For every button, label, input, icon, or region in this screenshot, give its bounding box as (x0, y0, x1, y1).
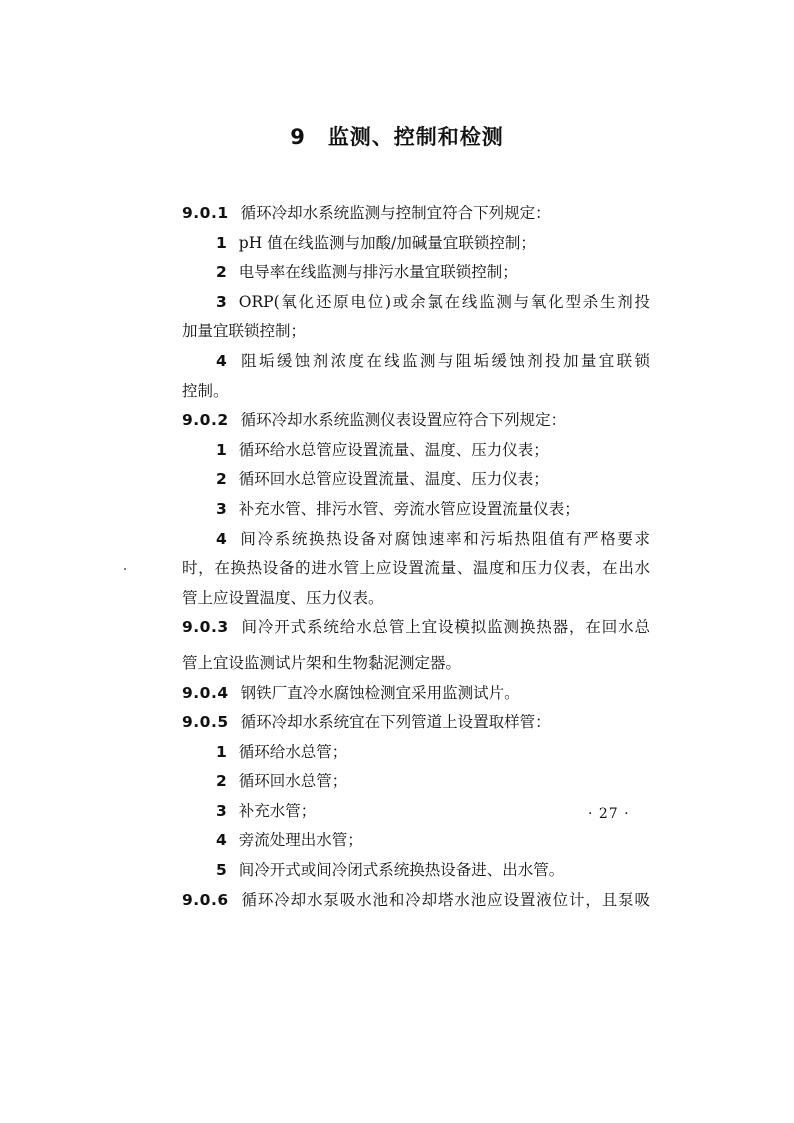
item-continuation: 时，在换热设备的进水管上应设置流量、温度和压力仪表，在出水 (182, 559, 650, 578)
item-number: 1 (216, 742, 227, 761)
clause-text: 循环冷却水系统监测与控制宜符合下列规定： (240, 204, 551, 222)
item-number: 5 (216, 861, 227, 880)
chapter-heading (0, 121, 794, 151)
item-text: 补充水管、排污水管、旁流水管应设置流量仪表； (238, 499, 580, 518)
clause-text: 循环冷却水泵吸水池和冷却塔水池应设置液位计，且泵吸 (240, 890, 650, 909)
item-text: ORP(氧化还原电位)或余氯在线监测与氧化型杀生剂投 (238, 292, 650, 311)
item-text: 阻垢缓蚀剂浓度在线监测与阻垢缓蚀剂投加量宜联锁 (238, 351, 650, 370)
item-text: 循环给水总管应设置流量、温度、压力仪表； (238, 440, 549, 459)
item-text: 循环回水总管应设置流量、温度、压力仪表； (238, 470, 549, 489)
item-text: 循环给水总管； (238, 742, 348, 761)
clause-9-0-2 (182, 406, 650, 436)
clause-text: 循环冷却水系统宜在下列管道上设置取样管： (240, 713, 551, 732)
clause-text: 间冷开式系统给水总管上宜设模拟监测换热器，在回水总 (240, 618, 650, 637)
chapter-number: 9 (290, 125, 306, 149)
item-text: pH 值在线监测与加酸/加碱量宜联锁控制； (238, 233, 536, 252)
item-number: 4 (216, 529, 227, 548)
clause-number: 9.0.3 (182, 618, 229, 637)
item-text: 间冷开式或间冷闭式系统换热设备进、出水管。 (238, 861, 565, 880)
clause-number: 9.0.4 (182, 683, 229, 702)
item-number: 4 (216, 351, 227, 370)
item-text: 循环回水总管； (238, 772, 348, 791)
clause-number: 9.0.5 (182, 713, 229, 732)
list-item (182, 229, 650, 259)
list-item (182, 465, 650, 495)
item-number: 2 (216, 470, 227, 489)
item-number: 1 (216, 440, 227, 459)
list-item (182, 826, 650, 856)
item-continuation: 加量宜联锁控制； (182, 322, 307, 341)
clause-continuation: 管上宜设监测试片架和生物黏泥测定器。 (182, 653, 462, 672)
list-item (182, 347, 650, 377)
item-text: 间冷系统换热设备对腐蚀速率和污垢热阻值有严格要求 (238, 529, 650, 548)
list-item (182, 738, 650, 768)
item-number: 3 (216, 499, 227, 518)
clause-text: 钢铁厂直冷水腐蚀检测宜采用监测试片。 (240, 683, 520, 702)
clause-number: 9.0.1 (182, 204, 229, 222)
clause-number: 9.0.6 (182, 890, 229, 909)
list-item (182, 288, 650, 318)
chapter-body (182, 199, 650, 915)
item-number: 4 (216, 831, 227, 850)
item-number: 2 (216, 263, 227, 282)
list-item (182, 767, 650, 797)
item-number: 2 (216, 772, 227, 791)
item-text: 补充水管； (238, 801, 317, 820)
clause-number: 9.0.2 (182, 411, 229, 430)
clause-9-0-1 (182, 199, 650, 229)
clause-9-0-3 (182, 613, 650, 643)
item-number: 3 (216, 292, 227, 311)
clause-9-0-4 (182, 679, 650, 709)
item-text: 旁流处理出水管； (238, 831, 363, 850)
item-continuation: 管上应设置温度、压力仪表。 (182, 588, 384, 607)
item-continuation: 控制。 (182, 381, 229, 400)
clause-9-0-6 (182, 886, 650, 916)
list-item (182, 797, 650, 827)
scan-speck (124, 568, 126, 570)
page-number: · 27 · (588, 806, 630, 822)
chapter-title: 监测、控制和检测 (327, 125, 504, 149)
item-text: 电导率在线监测与排污水量宜联锁控制； (238, 263, 518, 282)
list-item (182, 495, 650, 525)
list-item (182, 856, 650, 886)
item-number: 1 (216, 233, 227, 252)
item-number: 3 (216, 801, 227, 820)
list-item (182, 525, 650, 555)
list-item (182, 436, 650, 466)
clause-9-0-5 (182, 708, 650, 738)
list-item (182, 258, 650, 288)
clause-text: 循环冷却水系统监测仪表设置应符合下列规定： (240, 411, 567, 430)
